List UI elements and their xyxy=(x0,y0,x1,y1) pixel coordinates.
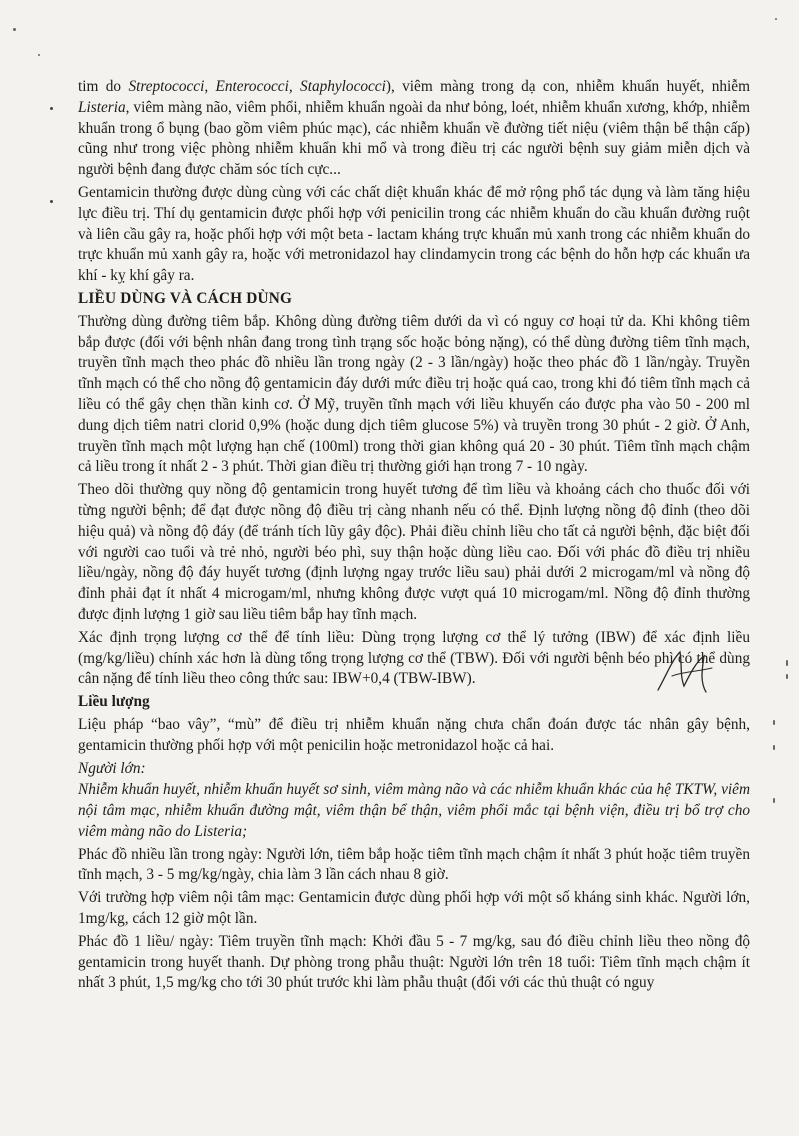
subsection-heading: Liều lượng xyxy=(78,693,150,711)
italic-text: Streptococci, Enterococci, Staphylococci xyxy=(128,78,386,95)
handwritten-signature xyxy=(652,646,722,702)
text-run: Gentamicin thường được dùng cùng với các chất diệt khuẩn khác để mở rộng phổ tác dụng và làm tăng hiệu lực điều trị. Thí dụ gentamicin được phối hợp với penicilin trong các nhiễm khuẩn do cầu khuẩn đường ruột và liên cầu gây ra, hoặc phối hợp với một beta - lactam kháng trực khuẩn mủ xanh trong các nhiễm khuẩn do trực khuẩn mủ xanh gây ra, hoặc với metronidazol hay clindamycin trong các bệnh do hỗn hợp các khuẩn ưa khí - kỵ khí gây ra. xyxy=(78,183,750,285)
paragraph-p-multi-dose xyxy=(78,845,750,887)
text-run: Phác đồ 1 liều/ ngày: Tiêm truyền tĩnh mạch: Khởi đầu 5 - 7 mg/kg, sau đó điều chỉnh liều theo nồng độ gentamicin trong huyết thanh. Dự phòng trong phẫu thuật: Người lớn trên 18 tuổi: Tiêm tĩnh mạch chậm ít nhất 3 phút, 1,5 mg/kg cho tới 30 phút trước khi làm phẫu thuật (đối với các thủ thuật có nguy xyxy=(78,932,750,992)
margin-bullet xyxy=(50,200,53,203)
text-run: Thường dùng đường tiêm bắp. Không dùng đường tiêm dưới da vì có nguy cơ hoại tử da. Khi không tiêm bắp được (đối với bệnh nhân đang trong tình trạng sốc hoặc bỏng nặng), có thể dùng đường tiêm tĩnh mạch, truyền tĩnh mạch theo phác đồ nhiều lần trong ngày (2 - 3 lần/ngày) hoặc theo phác đồ 1 lần/ngày. Truyền tĩnh mạch có thể cho nồng độ gentamicin đáy dưới mức điều trị hoặc quá cao, trong khi đó tiêm tĩnh mạch cả liều có thể gây chẹn thần kinh cơ. Ở Mỹ, truyền tĩnh mạch với liều khuyến cáo được pha vào 50 - 200 ml dung dịch tiêm natri clorid 0,9% (hoặc dung dịch tiêm glucose 5%) và truyền trong 30 phút - 2 giờ. Ở Anh, truyền tĩnh mạch một lượng hạn chế (100ml) trong thời gian không quá 20 - 30 phút. Tiêm tĩnh mạch chậm cả liều trong ít nhất 2 - 3 phút. Thời gian điều trị thường giới hạn trong 7 - 10 ngày. xyxy=(78,312,750,476)
text-run: , viêm màng não, viêm phổi, nhiễm khuẩn ngoài da như bỏng, loét, nhiễm khuẩn xương, khớp, nhiễm khuẩn trong ổ bụng (bao gồm viêm phúc mạc), các nhiễm khuẩn về đường tiết niệu (viêm thận bể thận cấp) cũng như trong việc phòng nhiễm khuẩn khi mổ và trong điều trị các người bệnh suy giảm miễn dịch và người bệnh đang được chăm sóc tích cực... xyxy=(78,98,750,179)
paragraph-p-monitoring xyxy=(78,480,750,626)
text-run: Với trường hợp viêm nội tâm mạc: Gentamicin được dùng phối hợp với một số kháng sinh khác. Người lớn, 1mg/kg, cách 12 giờ một lần. xyxy=(78,889,750,928)
scan-speck xyxy=(773,720,775,725)
scan-speck xyxy=(786,674,788,679)
scan-speck xyxy=(13,28,16,31)
text-run: Xác định trọng lượng cơ thể để tính liều: Dùng trọng lượng cơ thể lý tưởng (IBW) để xác định liều (mg/kg/liều) chính xác hơn là dùng tổng trọng lượng cơ thể (TBW). Đối với người bệnh béo phì có thể dùng cân nặng để tính liều theo công thức sau: IBW+0,4 (TBW-IBW). xyxy=(78,628,750,688)
paragraph-p-empiric xyxy=(78,715,750,757)
text-run: Theo dõi thường quy nồng độ gentamicin trong huyết tương để tìm liều và khoảng cách cho thuốc đối với từng người bệnh; để đạt được nồng độ điều trị càng nhanh nếu có thể. Định lượng nồng độ đỉnh (theo dõi hiệu quả) và nồng độ đáy (để tránh tích lũy gây độc). Phải điều chỉnh liều cho tất cả người bệnh, đặc biệt đối với người cao tuổi và trẻ nhỏ, người béo phì, suy thận hoặc dùng liều cao. Đối với phác đồ điều trị nhiều liều/ngày, nồng độ đáy huyết tương (định lượng ngay trước liều sau) phải dưới 2 microgam/ml và nồng độ đỉnh phải đạt ít nhất 4 microgam/ml, nhưng không được vượt quá 10 microgam/ml. Nồng độ đỉnh thường được định lượng 1 giờ sau liều tiêm bắp hay tĩnh mạch. xyxy=(78,481,750,623)
scan-speck xyxy=(775,18,777,20)
section-heading: LIỀU DÙNG VÀ CÁCH DÙNG xyxy=(78,289,293,307)
paragraph-p-weight xyxy=(78,628,750,690)
margin-bullet xyxy=(50,107,53,110)
italic-text: Nhiễm khuẩn huyết, nhiễm khuẩn huyết sơ sinh, viêm màng não và các nhiễm khuẩn khác của hệ TKTW, viêm nội tâm mạc, nhiễm khuẩn đường mật, viêm thận bể thận, viêm phổi mắc tại bệnh viện, điều trị bổ trợ cho viêm màng não do Listeria; xyxy=(78,781,750,840)
paragraph-p-indications-cont xyxy=(78,77,750,181)
text-run: Liệu pháp “bao vây”, “mù” để điều trị nhiễm khuẩn nặng chưa chẩn đoán được tác nhân gây bệnh, gentamicin thường phối hợp với một penicilin hoặc metronidazol hoặc cả hai. xyxy=(78,715,750,754)
document-body xyxy=(78,77,750,996)
text-run: ), viêm màng trong dạ con, nhiễm khuẩn huyết, nhiễm xyxy=(385,78,750,95)
text-run: Phác đồ nhiều lần trong ngày: Người lớn, tiêm bắp hoặc tiêm tĩnh mạch chậm ít nhất 3 phút hoặc tiêm truyền tĩnh mạch, 3 - 5 mg/kg/ngày, chia làm 3 lần cách nhau 8 giờ. xyxy=(78,845,750,884)
paragraph-p-once-daily xyxy=(78,932,750,994)
paragraph-p-combination xyxy=(78,183,750,287)
paragraph-p-endocarditis xyxy=(78,888,750,930)
text-flow xyxy=(78,77,750,994)
scan-speck xyxy=(38,54,40,56)
scan-speck xyxy=(773,745,775,750)
scan-speck xyxy=(773,798,775,803)
italic-text: Người lớn: xyxy=(78,759,146,777)
paragraph-p-adults-label xyxy=(78,759,750,780)
paragraph-p-adults-indications xyxy=(78,780,750,842)
text-run: tim do xyxy=(78,78,129,95)
scan-speck xyxy=(786,660,788,666)
italic-text: Listeria xyxy=(78,98,126,116)
paragraph-p-route xyxy=(78,312,750,478)
